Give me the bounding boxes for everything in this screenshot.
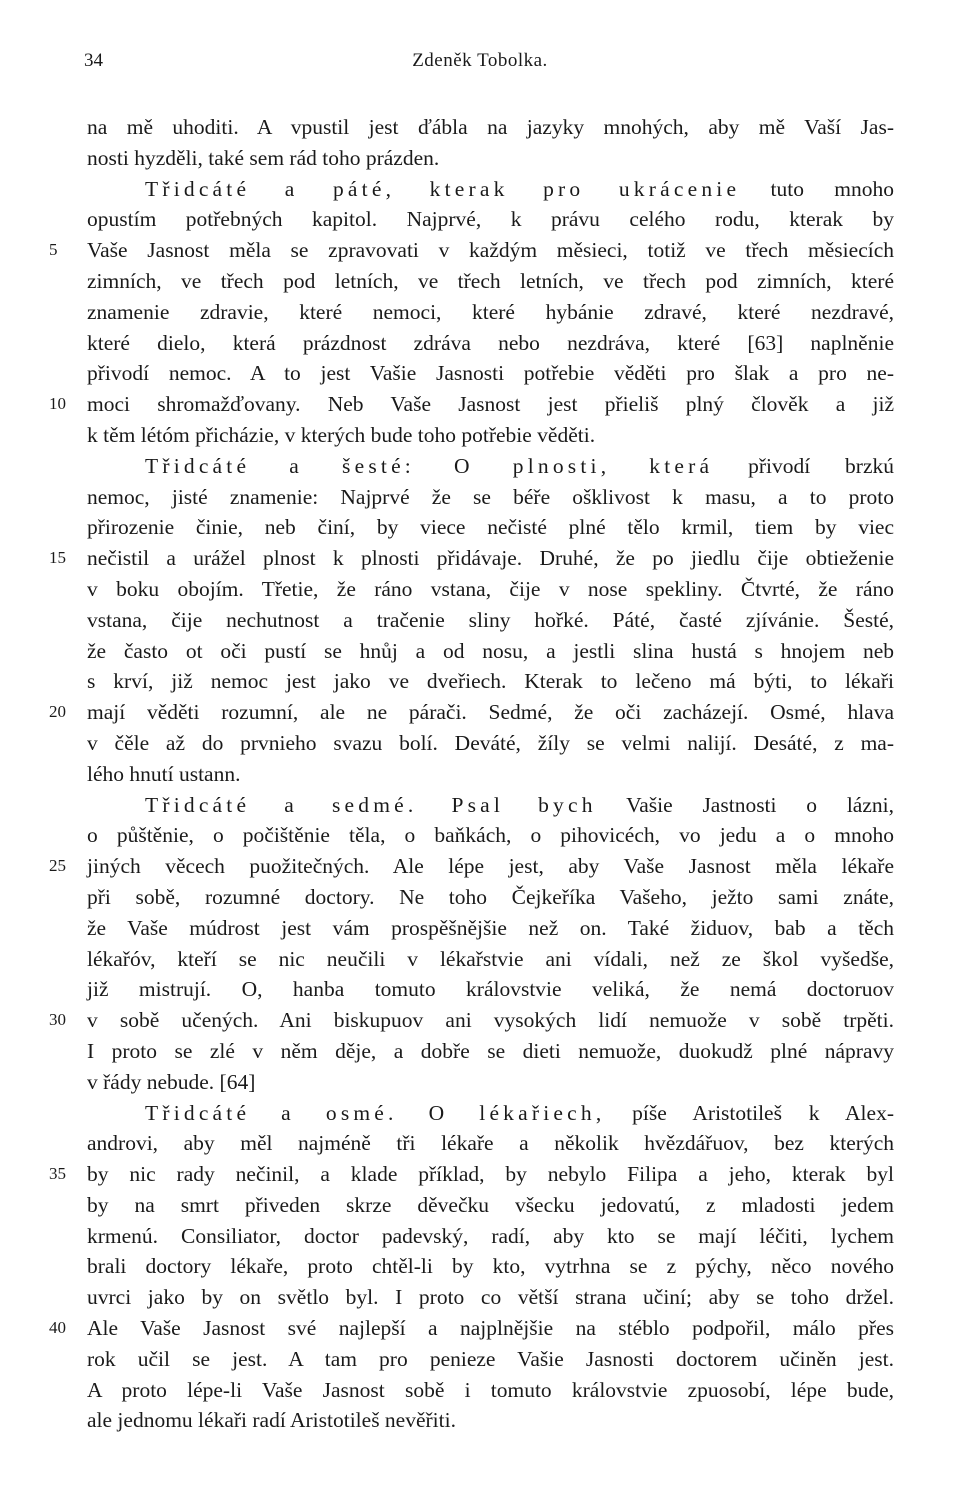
line-text: že často ot oči pustí se hnůj a od nosu, a jestli slina hustá s hnojem neb <box>87 638 894 663</box>
text-line <box>87 482 894 513</box>
text-line <box>87 1405 894 1436</box>
text-line <box>87 728 894 759</box>
line-text: že Vaše múdrost jest vám prospěšnějšie než on. Také židuov, bab a těch <box>87 915 894 940</box>
text-line <box>87 143 894 174</box>
line-text: nečistil a urážel plnost k plnosti přidávaje. Druhé, že po jiedlu čije obtieženie <box>87 546 894 571</box>
text-line <box>87 420 894 451</box>
line-text: v čěle až do prvnieho svazu bolí. Deváté, žíly se velmi nalijí. Desáté, z ma- <box>87 730 894 755</box>
line-text: ale jednomu lékaři radí Aristotileš nevěřiti. <box>87 1408 456 1433</box>
text-line <box>87 1098 894 1129</box>
text-line <box>87 666 894 697</box>
text-line <box>87 1344 894 1375</box>
line-text: s krví, již nemoc jest jako ve dveřiech. Kterak to lečeno má býti, to lékaři <box>87 669 894 694</box>
text-line <box>49 851 894 882</box>
line-text: které dielo, která prázdnost zdráva nebo nezdráva, které [63] naplněnie <box>87 330 894 355</box>
text-line <box>87 790 894 821</box>
line-text: I proto se zlé v něm děje, a dobře se dieti nemuože, duokudž plné nápravy <box>87 1038 894 1063</box>
line-text: A proto lépe-li Vaše Jasnost sobě i tomuto královstvie zpuosobí, lépe bude, <box>87 1377 894 1402</box>
line-text: zimních, ve třech pod letních, ve třech letních, ve třech pod zimních, které <box>87 268 894 293</box>
text-line <box>87 328 894 359</box>
page-header <box>0 44 960 78</box>
line-text: Vaše Jasnost měla se zpravovati v každým měsieci, totiž ve třech měsiecích <box>87 238 894 263</box>
line-text: tuto mnoho <box>740 176 895 201</box>
line-text: v sobě učených. Ani biskupuov ani vysokých lidí nemuože v sobě trpěti. <box>87 1008 894 1033</box>
line-text: androvi, aby měl najméně tři lékaře a několik hvězdářuov, bez kterých <box>87 1131 894 1156</box>
line-text: nosti hyzděli, také sem rád toho prázden. <box>87 145 440 170</box>
line-text: nemoc, jisté znamenie: Najprvé že se béře ošklivost k masu, a to proto <box>87 484 894 509</box>
text-line <box>87 297 894 328</box>
text-line <box>87 882 894 913</box>
line-text: znamenie zdravie, které nemoci, které hybánie zdravé, které nezdravé, <box>87 299 894 324</box>
text-line <box>87 1251 894 1282</box>
line-text: při sobě, rozumné doctory. Ne toho Čejkeříka Vašeho, ježto sami znáte, <box>87 884 894 909</box>
text-line <box>87 759 894 790</box>
line-number: 20 <box>49 702 66 722</box>
line-number: 25 <box>49 856 66 876</box>
section-heading: Třidcáté a osmé. O lékařiech, <box>145 1100 606 1125</box>
section-heading: Třidcáté a páté, kterak pro ukrácenie <box>145 176 741 201</box>
line-text: o půštěnie, o počištěnie těla, o baňkách, o pihovicéch, vo jedu a o mnoho <box>87 823 894 848</box>
line-text: přivodí nemoc. A to jest Vašie Jasnosti potřebie věděti pro šlak a pro ne- <box>87 361 894 386</box>
text-line <box>49 1159 894 1190</box>
line-text: rok učil se jest. A tam pro penieze Vašie Jasnosti doctorem učiněn jest. <box>87 1346 894 1371</box>
body-text <box>49 112 895 1436</box>
line-text: Vašie Jastnosti o lázni, <box>596 792 894 817</box>
text-line <box>49 389 894 420</box>
line-text: píše Aristotileš k Alex- <box>605 1100 894 1125</box>
text-line <box>87 451 894 482</box>
line-text: vstana, čije nechutnost a tračenie sliny hořké. Páté, časté zjívánie. Šesté, <box>87 607 894 632</box>
line-number: 40 <box>49 1318 66 1338</box>
text-line <box>87 636 894 667</box>
line-text: lékařóv, kteří se nic neučili v lékařstvie ani vídali, než ze škol vyšedše, <box>87 946 894 971</box>
line-number: 10 <box>49 394 66 414</box>
text-line <box>87 1036 894 1067</box>
line-text: brali doctory lékaře, proto chtěl-li by kto, vytrhna se z pýchy, něco nového <box>87 1254 894 1279</box>
text-line <box>87 112 894 143</box>
text-line <box>87 1221 894 1252</box>
line-text: Ale Vaše Jasnost své najlepší a najplnějšie na stéblo podpořil, málo přes <box>87 1316 894 1341</box>
text-line <box>87 944 894 975</box>
text-line <box>87 574 894 605</box>
line-text: krmenú. Consiliator, doctor padevský, radí, aby kto se mají léčiti, lychem <box>87 1223 894 1248</box>
line-number: 35 <box>49 1164 66 1184</box>
line-text: lého hnutí ustann. <box>87 761 241 786</box>
text-line <box>87 1375 894 1406</box>
line-text: moci shromažďovany. Neb Vaše Jasnost jest přieliš plný člověk a již <box>87 392 894 417</box>
line-text: již mistrují. O, hanba tomuto královstvie veliká, že nemá doctoruov <box>87 977 894 1002</box>
line-text: jiných věcech puožitečných. Ale lépe jest, aby Vaše Jasnost měla lékaře <box>87 854 894 879</box>
text-line <box>87 358 894 389</box>
text-line <box>87 204 894 235</box>
line-text: by na smrt přiveden skrze děvečku všecku jedovatú, z mladosti jedem <box>87 1192 894 1217</box>
text-line <box>49 543 894 574</box>
section-heading: Třidcáté a šesté: O plnosti, která <box>145 453 714 478</box>
text-line <box>87 174 894 205</box>
text-line <box>87 1067 894 1098</box>
text-line <box>87 974 894 1005</box>
text-line <box>49 235 894 266</box>
line-number: 5 <box>49 240 58 260</box>
text-line <box>87 1282 894 1313</box>
line-text: uvrci jako by on světlo byl. I proto co větší strana učiní; aby se toho držel. <box>87 1285 894 1310</box>
text-line <box>87 820 894 851</box>
line-text: v řády nebude. [64] <box>87 1069 256 1094</box>
running-title: Zdeněk Tobolka. <box>412 50 548 71</box>
line-number: 15 <box>49 548 66 568</box>
line-text: přivodí brzkú <box>713 453 894 478</box>
section-heading: Třidcáté a sedmé. Psal bych <box>145 792 597 817</box>
line-text: by nic rady nečinil, a klade příklad, by nebylo Filipa a jeho, kterak byl <box>87 1162 894 1187</box>
page-number: 34 <box>84 50 103 71</box>
line-text: na mě uhoditi. A vpustil jest ďábla na jazyky mnohých, aby mě Vaší Jas- <box>87 115 894 139</box>
text-line <box>49 697 894 728</box>
line-text: přirozenie činie, neb činí, by viece nečisté plné tělo krmil, tiem by viec <box>87 515 894 540</box>
line-text: v boku obojím. Třetie, že ráno vstana, čije v nose spekliny. Čtvrté, že ráno <box>87 576 894 601</box>
line-number: 30 <box>49 1010 66 1030</box>
text-line <box>49 1005 894 1036</box>
line-text: opustím potřebných kapitol. Najprvé, k právu celého rodu, kterak by <box>87 207 894 232</box>
line-text: mají věděti rozumní, ale ne párači. Sedmé, že oči zacházejí. Osmé, hlava <box>87 700 894 725</box>
text-line <box>49 1313 894 1344</box>
text-line <box>87 512 894 543</box>
text-line <box>87 1190 894 1221</box>
line-text: k těm létóm přicházie, v kterých bude toho potřebie věděti. <box>87 422 596 447</box>
text-line <box>87 913 894 944</box>
text-line <box>87 1128 894 1159</box>
text-line <box>87 605 894 636</box>
text-line <box>87 266 894 297</box>
